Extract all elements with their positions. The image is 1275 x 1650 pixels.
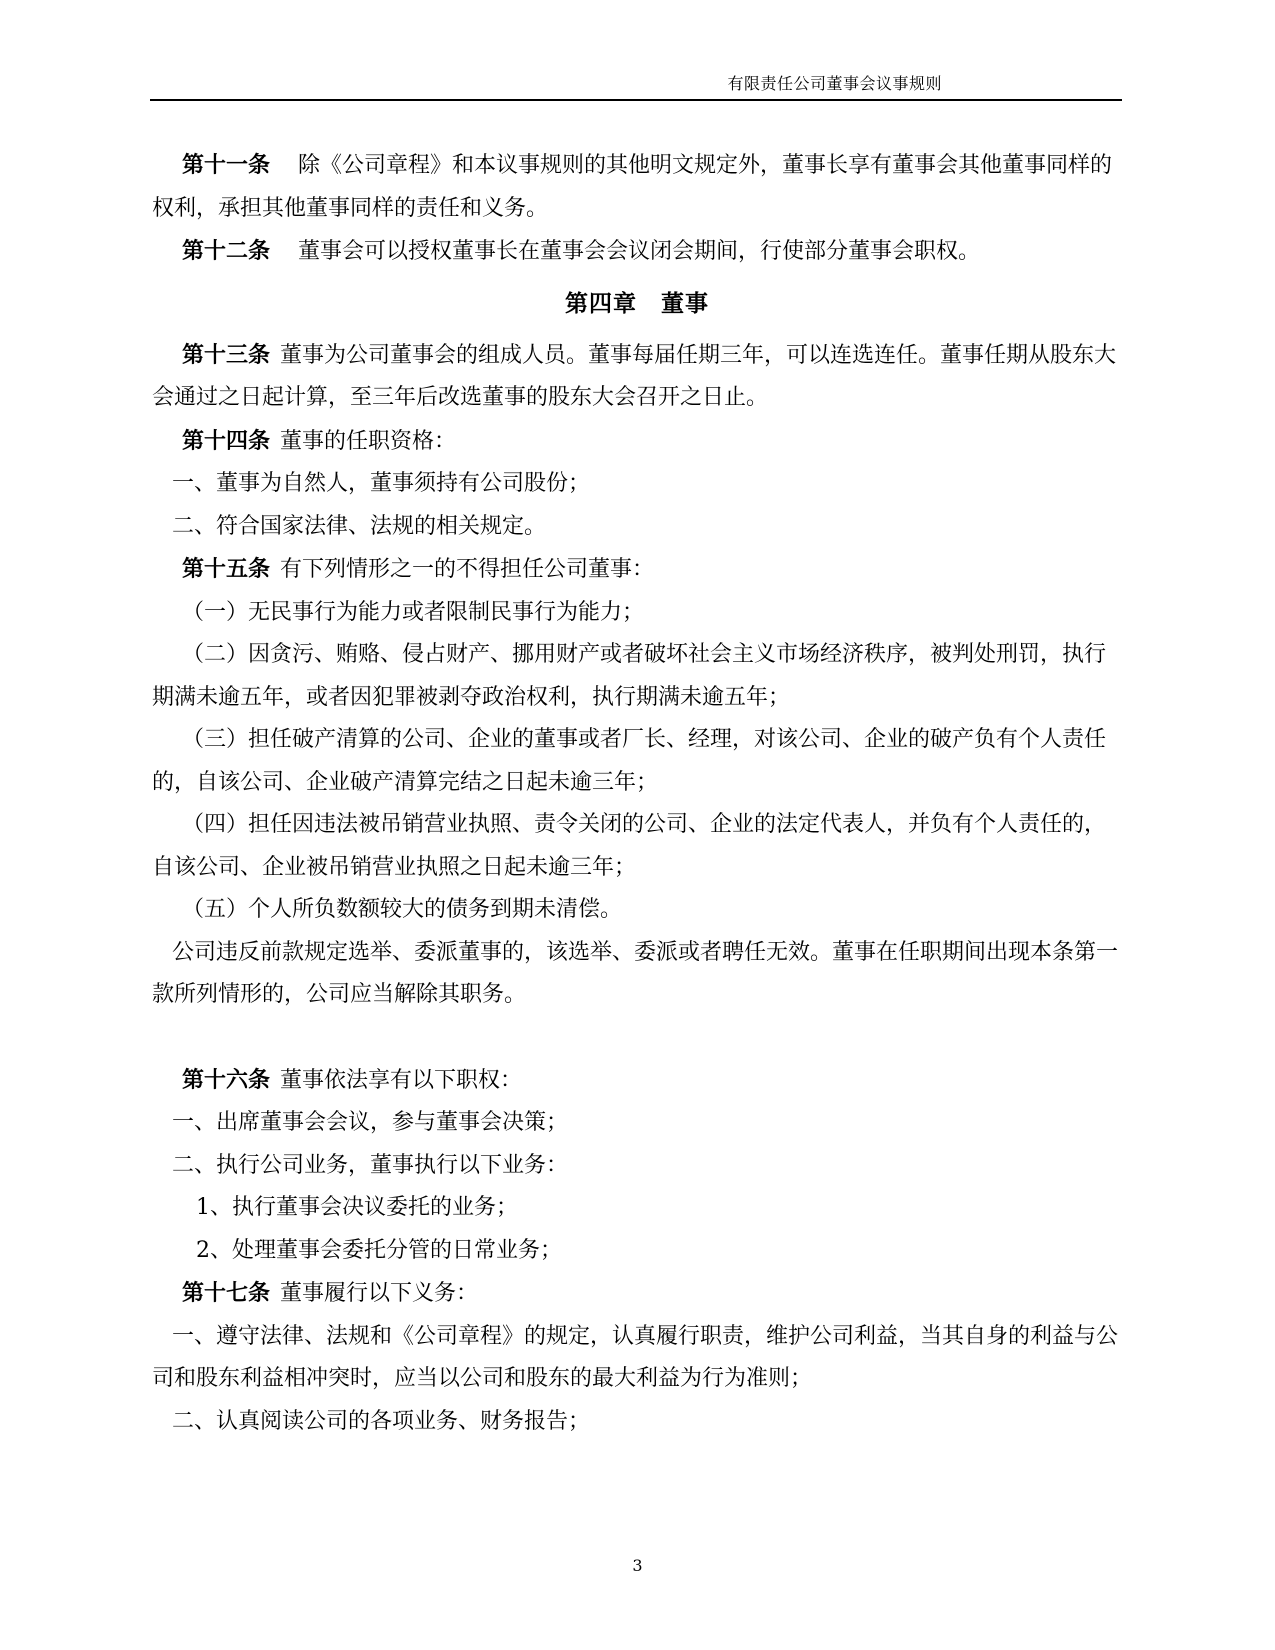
article-16 [152, 1059, 1122, 1103]
list-item: 1、执行董事会决议委托的业务； [196, 1195, 518, 1220]
article-12 [152, 230, 1122, 274]
article-15 [152, 548, 1122, 592]
document-body [152, 144, 1122, 1443]
article-label: 第十五条 [182, 556, 271, 582]
list-item: （三）担任破产清算的公司、企业的董事或者厂长、经理，对该公司、企业的破产负有个人责任的，自该公司、企业破产清算完结之日起未逾三年； [152, 727, 1107, 795]
article-text: 有下列情形之一的不得担任公司董事： [280, 557, 655, 582]
list-item: （二）因贪污、贿赂、侵占财产、挪用财产或者破坏社会主义市场经济秩序，被判处刑罚，执行期满未逾五年，或者因犯罪被剥夺政治权利，执行期满未逾五年； [152, 642, 1107, 710]
list-item: 2、处理董事会委托分管的日常业务； [196, 1237, 562, 1263]
chapter-heading: 第四章 董事 [565, 289, 709, 317]
list-item: 一、遵守法律、法规和《公司章程》的规定，认真履行职责，维护公司利益，当其自身的利益与公司和股东利益相冲突时，应当以公司和股东的最大利益为行为准则； [152, 1323, 1119, 1391]
article-text: 董事的任职资格： [280, 428, 457, 454]
list-item: 二、执行公司业务，董事执行以下业务： [172, 1152, 569, 1178]
article-text: 除《公司章程》和本议事规则的其他明文规定外，董事长享有董事会其他董事同样的权利，承担其他董事同样的责任和义务。 [152, 153, 1113, 221]
paragraph: 公司违反前款规定选举、委派董事的，该选举、委派或者聘任无效。董事在任职期间出现本条第一款所列情形的，公司应当解除其职务。 [152, 939, 1119, 1007]
article-label: 第十三条 [182, 341, 271, 368]
blank-line [152, 1017, 1122, 1059]
article-11 [152, 144, 1122, 230]
list-item: （五）个人所负数额较大的债务到期未清偿。 [182, 897, 623, 922]
article-label: 第十七条 [182, 1280, 271, 1306]
article-text: 董事依法享有以下职权： [280, 1067, 523, 1093]
article-text: 董事履行以下义务： [280, 1281, 479, 1306]
article-label: 第十二条 [182, 238, 271, 264]
article-text: 董事会可以授权董事长在董事会会议闭会期间，行使部分董事会职权。 [298, 239, 981, 264]
list-item: 二、认真阅读公司的各项业务、财务报告； [172, 1408, 591, 1434]
article-14 [152, 420, 1122, 464]
article-label: 第十四条 [182, 427, 271, 454]
article-17 [152, 1272, 1122, 1316]
list-item: （一）无民事行为能力或者限制民事行为能力； [182, 599, 645, 625]
article-13 [152, 334, 1122, 420]
list-item: 一、董事为自然人，董事须持有公司股份； [172, 471, 591, 496]
list-item: 一、出席董事会会议，参与董事会决策； [172, 1110, 569, 1135]
article-label: 第十六条 [182, 1066, 271, 1093]
article-label: 第十一条 [182, 152, 271, 178]
header-title: 有限责任公司董事会议事规则 [727, 74, 942, 93]
list-item: （四）担任因违法被吊销营业执照、责令关闭的公司、企业的法定代表人，并负有个人责任的，自该公司、企业被吊销营业执照之日起未逾三年； [152, 812, 1107, 880]
list-item: 二、符合国家法律、法规的相关规定。 [172, 513, 547, 539]
page-number: 3 [632, 1556, 643, 1575]
article-text: 董事为公司董事会的组成人员。董事每届任期三年，可以连选连任。董事任期从股东大会通过之日起计算，至三年后改选董事的股东大会召开之日止。 [152, 342, 1117, 410]
page-header [150, 70, 1122, 101]
